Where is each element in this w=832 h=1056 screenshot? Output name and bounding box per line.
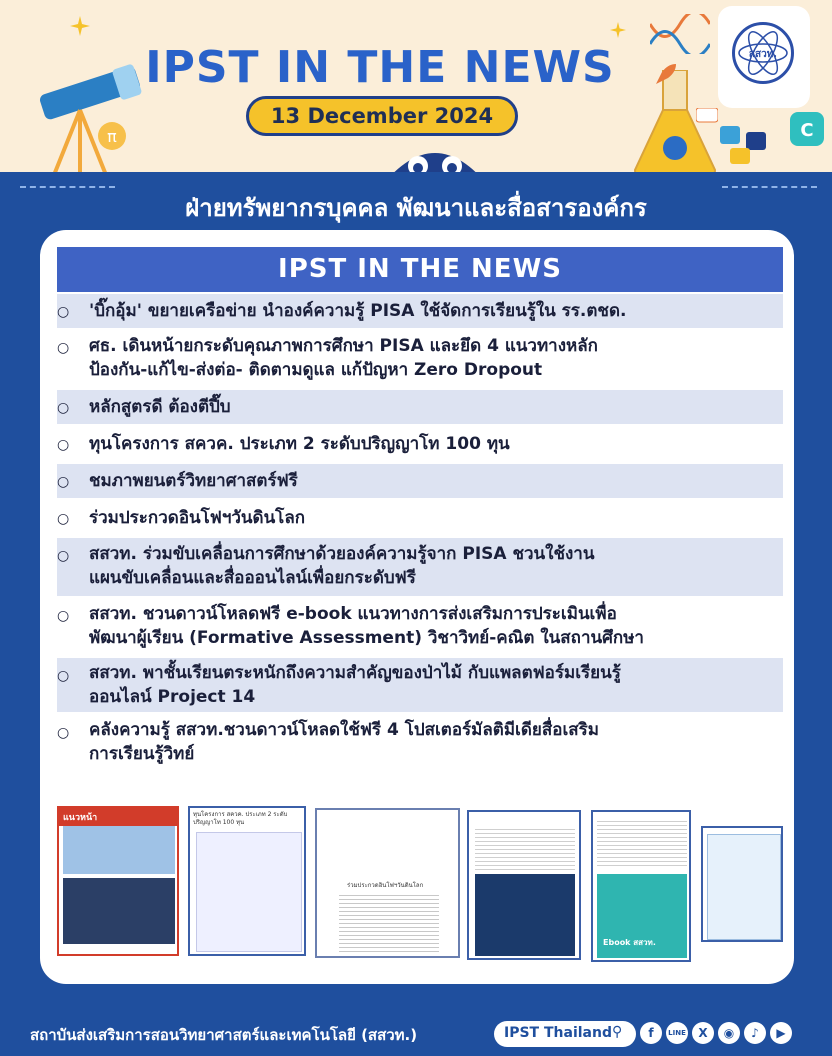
bullet-icon: ○ (57, 511, 70, 527)
thumbnail-graphic (196, 832, 302, 952)
svg-text:π: π (107, 127, 117, 146)
graduation-cap-image (475, 874, 575, 956)
card-heading: IPST IN THE NEWS (57, 247, 783, 292)
bullet-icon: ○ (57, 400, 70, 416)
header-banner (0, 0, 832, 190)
news-item-title: คลังความรู้ สสวท.ชวนดาวน์โหลดใช้ฟรี 4 โปสเตอร์มัลติมีเดียสื่อเสริม (89, 720, 599, 740)
bullet-icon: ○ (57, 474, 70, 490)
bullet-icon: ○ (57, 608, 70, 624)
x-icon[interactable]: X (692, 1022, 714, 1044)
thumbnail-text-block (597, 818, 687, 868)
footer-org-name: สถาบันส่งเสริมการสอนวิทยาศาสตร์และเทคโนโลยี (สสวท.) (30, 1026, 418, 1044)
news-item-6[interactable] (57, 501, 783, 535)
thumbnail-text-block (475, 826, 575, 870)
thumbnail-caption: ร่วมประกวดอินโฟฯวันดินโลก (347, 882, 424, 889)
news-item-4[interactable] (57, 427, 783, 461)
news-item-8[interactable] (57, 598, 783, 656)
search-icon[interactable]: ⚲ (612, 1024, 623, 1040)
pi-badge-icon (96, 120, 128, 152)
news-thumbnail-5[interactable] (591, 810, 691, 962)
news-item-5[interactable] (57, 464, 783, 498)
ipst-logo (718, 6, 810, 108)
youtube-icon[interactable]: ▶ (770, 1022, 792, 1044)
page-name-pill[interactable] (494, 1021, 636, 1047)
bullet-icon: ○ (57, 725, 70, 741)
date-badge: 13 December 2024 (246, 96, 518, 136)
line-icon[interactable]: LINE (666, 1022, 688, 1044)
news-thumbnail-2[interactable] (188, 806, 306, 956)
facebook-icon[interactable]: f (640, 1022, 662, 1044)
news-item-title-line2: พัฒนาผู้เรียน (Formative Assessment) วิชาวิทย์-คณิต ในสถานศึกษา (89, 628, 644, 648)
news-item-title: หลักสูตรดี ต้องตีปี๊บ (89, 397, 231, 417)
news-item-title: ชมภาพยนตร์วิทยาศาสตร์ฟรี (89, 471, 298, 491)
bullet-icon: ○ (57, 437, 70, 453)
news-item-9[interactable] (57, 658, 783, 712)
news-item-3[interactable] (57, 390, 783, 424)
news-item-7[interactable] (57, 538, 783, 596)
bullet-icon: ○ (57, 304, 70, 320)
bullet-icon: ○ (57, 548, 70, 564)
sparkle-icon (70, 16, 90, 36)
news-item-1[interactable] (57, 294, 783, 328)
news-item-10[interactable] (57, 715, 783, 773)
sparkle-icon (610, 22, 626, 38)
news-item-title: ร่วมประกวดอินโฟฯวันดินโลก (89, 508, 306, 528)
thumbnail-text-block (339, 892, 439, 952)
news-thumbnail-3[interactable] (315, 808, 460, 958)
poster-graphic (707, 834, 781, 940)
svg-text:C: C (800, 120, 814, 141)
news-item-title: ทุนโครงการ สควค. ประเภท 2 ระดับปริญญาโท 100 ทุน (89, 434, 510, 454)
news-thumbnail-4[interactable] (467, 810, 581, 960)
bullet-icon: ○ (57, 340, 70, 356)
news-item-title: สสวท. ร่วมขับเคลื่อนการศึกษาด้วยองค์ความรู้จาก PISA ชวนใช้งาน (89, 544, 595, 564)
news-item-title: ศธ. เดินหน้ายกระดับคุณภาพการศึกษา PISA และยึด 4 แนวทางหลัก (89, 336, 598, 356)
news-thumbnail-1[interactable] (57, 806, 179, 956)
thumbnail-photo (63, 826, 175, 874)
thumbnail-photo (63, 878, 175, 944)
news-item-title: สสวท. ชวนดาวน์โหลดฟรี e-book แนวทางการส่งเสริมการประเมินเพื่อ (89, 604, 617, 624)
thumbnail-caption: ทุนโครงการ สควค. ประเภท 2 ระดับปริญญาโท 100 ทุน (193, 811, 288, 826)
news-item-2[interactable] (57, 330, 783, 386)
page-title: IPST IN THE NEWS (145, 42, 615, 93)
c-badge-icon (790, 112, 824, 146)
news-item-title: 'บิ๊กอุ้ม' ขยายเครือข่าย นำองค์ความรู้ PISA ใช้จัดการเรียนรู้ใน รร.ตชด. (89, 301, 627, 321)
department-title: ฝ่ายทรัพยากรบุคคล พัฒนาและสื่อสารองค์กร (185, 194, 647, 222)
news-item-title-line2: การเรียนรู้วิทย์ (89, 744, 195, 764)
news-item-title-line2: ออนไลน์ Project 14 (89, 687, 256, 707)
thumbnail-caption: แนวหน้า (59, 808, 177, 826)
news-item-title-line2: ป้องกัน-แก้ไข-ส่งต่อ- ติดตามดูแล แก้ปัญหา Zero Dropout (89, 360, 543, 380)
news-thumbnail-6[interactable] (701, 826, 783, 942)
math-symbols-icon (720, 126, 770, 166)
thumbnail-caption: Ebook สสวท. (603, 938, 656, 947)
code-bubble-icon (696, 108, 718, 126)
page-name-label: IPST Thailand (504, 1025, 612, 1041)
news-item-title: สสวท. พาชั้นเรียนตระหนักถึงความสำคัญของป่าไม้ กับแพลตฟอร์มเรียนรู้ (89, 663, 621, 683)
logo-label: สสวท. (748, 49, 778, 60)
instagram-icon[interactable]: ◉ (718, 1022, 740, 1044)
atom-logo-icon (732, 22, 794, 84)
tiktok-icon[interactable]: ♪ (744, 1022, 766, 1044)
bullet-icon: ○ (57, 668, 70, 684)
news-item-title-line2: แผนขับเคลื่อนและสื่อออนไลน์เพื่อยกระดับฟรี (89, 568, 416, 588)
